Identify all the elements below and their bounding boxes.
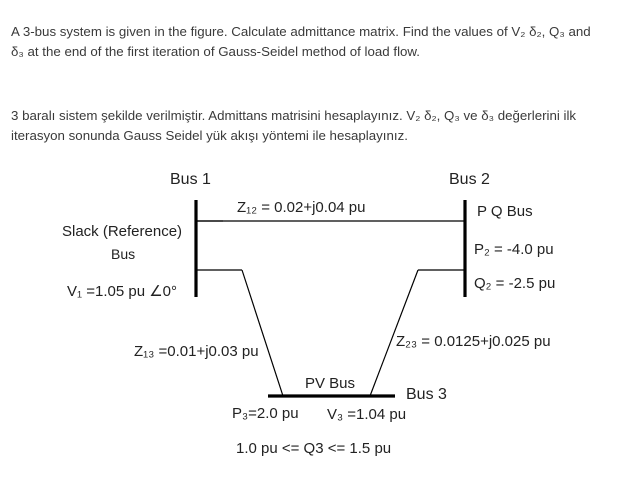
pv-bus-label: PV Bus bbox=[305, 375, 356, 392]
line-1-3 bbox=[242, 270, 283, 396]
p3-label: P₃=2.0 pu bbox=[232, 405, 299, 422]
q3-limits-label: 1.0 pu <= Q3 <= 1.5 pu bbox=[236, 440, 392, 457]
q2-label: Q₂ = -2.5 pu bbox=[474, 275, 556, 292]
question-turkish-line-1: 3 baralı sistem şekilde verilmiştir. Admittans matrisini hesaplayınız. V₂ δ₂, Q₃ ve δ₃ değerlerini ilk bbox=[11, 108, 577, 123]
bus2-title: Bus 2 bbox=[449, 171, 490, 188]
v3-label: V₃ =1.04 pu bbox=[327, 406, 407, 423]
v1-label: V₁ =1.05 pu ∠0° bbox=[67, 283, 177, 300]
z23-label: Z₂₃ = 0.0125+j0.025 pu bbox=[396, 333, 551, 350]
z13-label: Z₁₃ =0.01+j0.03 pu bbox=[134, 343, 259, 360]
z12-label: Z₁₂ = 0.02+j0.04 pu bbox=[237, 199, 366, 216]
p2-label: P₂ = -4.0 pu bbox=[474, 241, 554, 258]
question-turkish-line-2: iterasyon sonunda Gauss Seidel yük akışı yöntemi ile hesaplayınız. bbox=[11, 128, 408, 143]
pq-bus-label: P Q Bus bbox=[477, 203, 533, 220]
question-english-line-1: A 3-bus system is given in the figure. Calculate admittance matrix. Find the values of V₂ δ₂, Q₃ and bbox=[11, 24, 591, 39]
slack-label-line-1: Slack (Reference) bbox=[62, 223, 183, 240]
bus3-title: Bus 3 bbox=[406, 386, 447, 403]
question-english-line-2: δ₃ at the end of the first iteration of Gauss-Seidel method of load flow. bbox=[11, 44, 420, 59]
bus1-title: Bus 1 bbox=[170, 171, 211, 188]
slack-label-line-2: Bus bbox=[111, 246, 136, 262]
